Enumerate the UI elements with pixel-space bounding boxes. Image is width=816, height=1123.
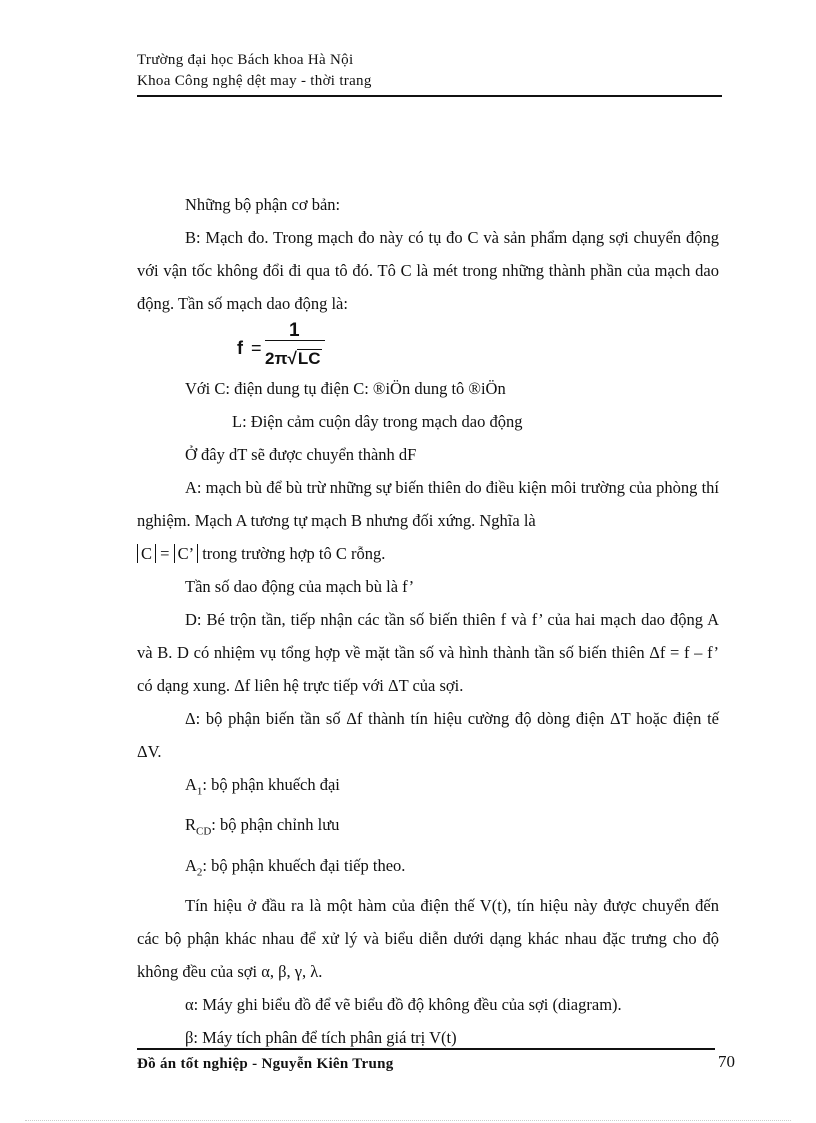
paragraph-delta-converter: Δ: bộ phận biến tần số Δf thành tín hiệu cường độ dòng điện ΔT hoặc điện tế ΔV. [137, 709, 719, 761]
formula-denominator: 2π√LC [265, 349, 321, 368]
paragraph-beta: β: Máy tích phân để tích phân giá trị V(t) [185, 1027, 457, 1047]
paragraph-a1 [137, 768, 719, 808]
document-body [137, 188, 719, 1054]
paragraph-compensation-frequency: Tần số dao động của mạch bù là f’ [185, 577, 415, 596]
a1-label: A [185, 775, 197, 794]
a2-subscript: 2 [196, 865, 203, 878]
paragraph-capacitance: Với C: điện dung tụ điện C: ®iÖn dung tô ®iÖn [185, 379, 506, 398]
a2-label: A [185, 855, 197, 875]
formula-equals: = [251, 338, 262, 358]
frequency-formula [237, 320, 719, 372]
a2-text: : bộ phận khuếch đại tiếp theo. [202, 855, 406, 875]
paragraph-dt-conversion: Ở đây dT sẽ được chuyển thành dF [185, 445, 417, 464]
formula-lhs: f [237, 338, 243, 358]
abs-equals: = [160, 544, 170, 563]
abs-c-prime: C’ [174, 544, 199, 563]
paragraph-compensation-circuit: A: mạch bù để bù trừ những sự biến thiên do điều kiện môi trường của phòng thí nghiệm. Mạch A tương tự mạch B nhưng đối xứng. Nghĩa là [137, 478, 719, 530]
header-rule [137, 95, 722, 97]
page-number: 70 [718, 1052, 735, 1071]
page-bottom-border [25, 1120, 791, 1121]
footer-author: Đồ án tốt nghiệp - Nguyễn Kiên Trung [137, 1056, 394, 1072]
abs-tail: trong trường hợp tô C rỗng. [202, 544, 386, 563]
paragraph-alpha: α: Máy ghi biểu đồ để vẽ biểu đồ độ không đều của sợi (diagram). [185, 994, 622, 1014]
paragraph-components-title: Những bộ phận cơ bản: [185, 195, 341, 214]
paragraph-output-signal: Tín hiệu ở đầu ra là một hàm của điện thế V(t), tín hiệu này được chuyển đến các bộ phận khác nhau để xử lý và biểu diễn dưới dạng khác nhau đặc trưng cho độ không đều của sợi α, β, γ, λ. [137, 895, 719, 981]
formula-numerator: 1 [289, 320, 300, 341]
footer-rule [137, 1048, 715, 1050]
formula-den-root: LC [297, 349, 321, 368]
header-university: Trường đại học Bách khoa Hà Nội [137, 52, 354, 68]
paragraph-abs-equation [137, 537, 719, 570]
rcd-text: : bộ phận chỉnh lưu [211, 815, 340, 835]
page-footer [137, 1048, 737, 1080]
a1-subscript: 1 [196, 785, 203, 798]
paragraph-a2 [137, 849, 719, 889]
header-faculty: Khoa Công nghệ dệt may - thời trang [137, 73, 372, 89]
rcd-label: R [185, 815, 197, 835]
a1-text: : bộ phận khuếch đại [202, 775, 340, 794]
formula-fraction-bar [265, 340, 325, 341]
abs-c: C [137, 544, 156, 563]
paragraph-inductance: L: Điện cảm cuộn dây trong mạch dao động [232, 412, 523, 431]
formula-den-prefix: 2π [265, 349, 288, 368]
paragraph-mixer-d: D: Bé trộn tần, tiếp nhận các tần số biến thiên f và f’ của hai mạch dao động A và B. D có nhiệm vụ tổng hợp về mặt tần số và hình thành tần số biến thiên Δf = f – f’ có dạng xung. Δf liên hệ trực tiếp với ΔT của sợi. [137, 610, 719, 695]
page-header [137, 50, 722, 97]
rcd-subscript: CD [196, 825, 212, 838]
paragraph-rcd [137, 808, 719, 848]
paragraph-circuit-b: B: Mạch đo. Trong mạch đo này có tụ đo C và sản phẩm dạng sợi chuyển động với vận tốc không đổi đi qua tô đó. Tô C là mét trong những thành phần của mạch dao động. Tần số mạch dao động là: [137, 228, 719, 313]
